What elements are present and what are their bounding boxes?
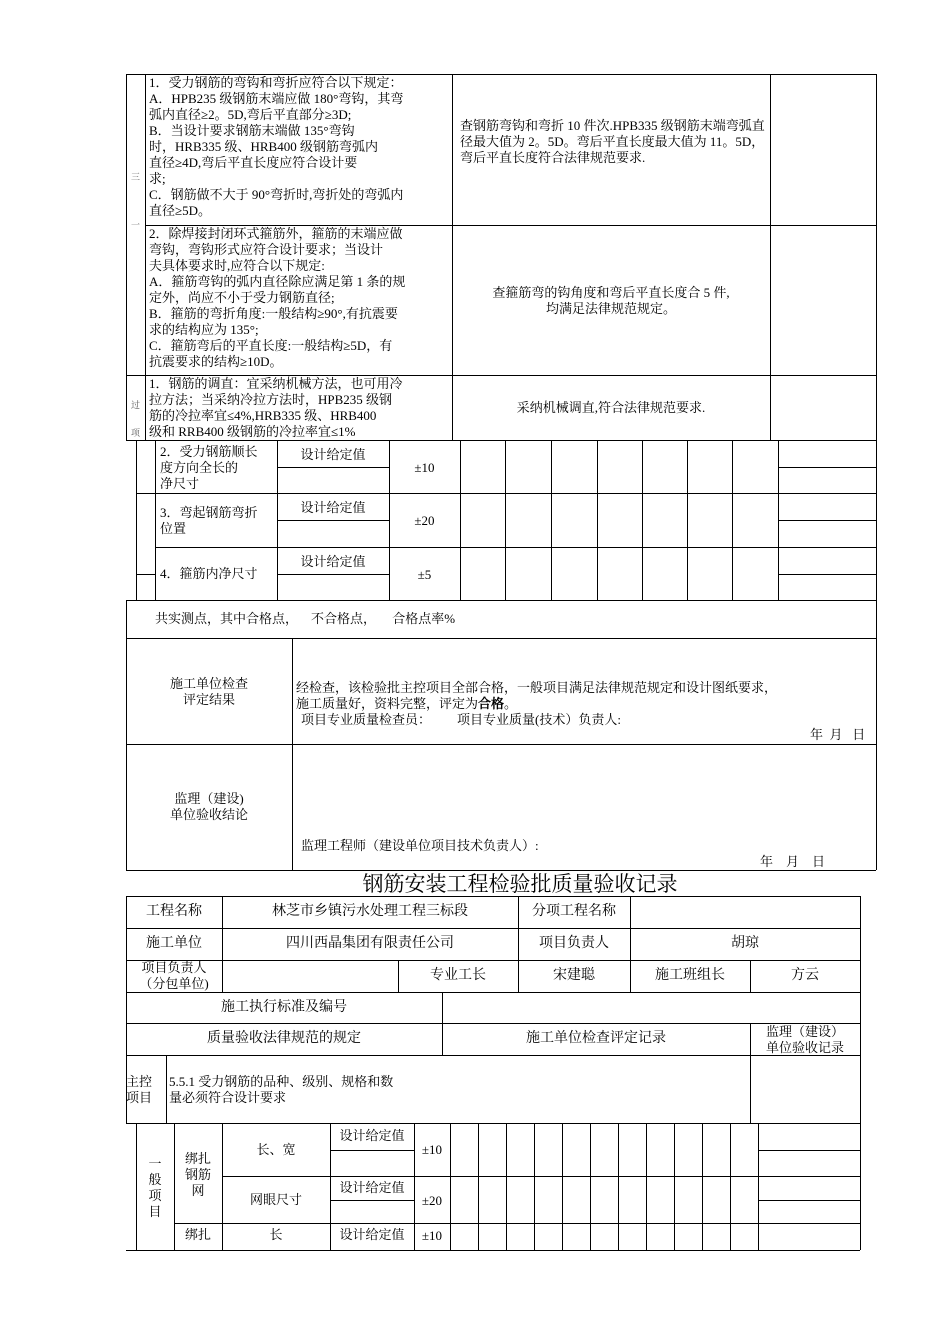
construction-period: 。	[504, 696, 518, 711]
side-mark: 过	[131, 400, 141, 410]
stats-line: 共实测点，其中合格点， 不合格点， 合格点率%	[155, 611, 456, 626]
rule-2-record	[452, 285, 770, 317]
label-char: 般	[148, 1172, 162, 1187]
tolerance-value: ±20	[421, 1193, 443, 1208]
rule-line: 筋的冷拉率宜≤4%,HRB335 级、HRB400	[149, 408, 377, 423]
mesh-label	[174, 1151, 222, 1199]
standard-label: 施工执行标准及编号	[221, 1000, 347, 1015]
item-line: 位置	[160, 521, 187, 536]
contractor: 四川西晶集团有限责任公司	[286, 936, 454, 951]
rule-line: 1．受力钢筋的弯钩和弯折应符合以下规定：	[149, 75, 403, 90]
rule-2-text	[149, 226, 405, 370]
tolerance-value: ±10	[421, 1228, 443, 1243]
team-label: 施工班组长	[655, 968, 725, 983]
tolerance-item: 4．箍筋内净尺寸	[160, 566, 258, 581]
rule-line: 拉方法；当采纳冷拉方法时，HPB235 级钢	[149, 392, 393, 407]
label-char: 一	[148, 1156, 162, 1171]
rule-line: 级和 RRB400 级钢筋的冷拉率宜≤1%	[149, 424, 356, 439]
date-1: 年 月 日	[810, 727, 866, 742]
construction-text-1: 经检查，该检验批主控项目全部合格，一般项目满足法律规范规定和设计图纸要求，	[296, 680, 778, 695]
design-value-label: 设计给定值	[339, 1227, 405, 1242]
label-line: 项目负责人	[141, 960, 207, 975]
item-length-width: 长、宽	[256, 1142, 296, 1157]
record-line: 查箍筋弯的钩角度和弯后平直长度合 5 件,	[492, 285, 730, 300]
label-line: 钢筋	[184, 1167, 211, 1182]
label-line: 主控	[125, 1074, 152, 1089]
label-line: 监理（建设）	[765, 1024, 844, 1039]
design-value-label: 设计给定值	[300, 554, 366, 569]
rule-line: 1．钢筋的调直：宜采纳机械方法，也可用冷	[149, 376, 403, 391]
contractor-label: 施工单位	[146, 936, 202, 951]
rule-line: 5.5.1 受力钢筋的品种、级别、规格和数	[169, 1074, 394, 1089]
tolerance-value: ±20	[414, 513, 435, 528]
project-name-label: 工程名称	[146, 904, 202, 919]
rule-line: 求的结构应为 135°;	[149, 322, 259, 337]
design-value-label: 设计给定值	[339, 1128, 405, 1143]
team: 方云	[791, 968, 819, 983]
rule-line: 量必须符合设计要求	[169, 1090, 287, 1105]
label-char: 目	[148, 1204, 162, 1219]
header-check: 施工单位检查评定记录	[526, 1031, 666, 1046]
construction-result: 合格	[478, 696, 505, 711]
manager-label: 项目负责人	[539, 936, 609, 951]
tolerance-item	[160, 505, 258, 537]
design-value-label: 设计给定值	[300, 447, 366, 462]
rule-line: 抗震要求的结构≥10D。	[149, 354, 283, 369]
label-line: 网	[191, 1183, 205, 1198]
header-supervision	[750, 1024, 860, 1056]
general-label	[136, 1156, 174, 1220]
project-name: 林芝市乡镇污水处理工程三标段	[272, 904, 468, 919]
rule-line: 直径≥5D。	[149, 203, 212, 218]
rule-line: 求;	[149, 171, 166, 186]
rule-line: 弧内直径≥2。5D,弯后平直部分≥3D;	[149, 107, 352, 122]
rule-line: 夫具体要求时,应符合以下规定:	[149, 258, 325, 273]
label-line: （分包单位)	[139, 976, 209, 991]
main-rule	[169, 1074, 393, 1106]
side-mark: 一	[131, 220, 141, 230]
construction-label	[126, 676, 292, 708]
label-line: 评定结果	[182, 692, 235, 707]
rule-line: A．箍筋弯钩的弧内直径除应满足第 1 条的规	[149, 274, 406, 289]
rule-1-record: 查钢筋弯钩和弯折 10 件次.HPB335 级钢筋末端弯弧直径最大值为 2。5D。弯后平直长度最大值为 11。5D，弯后平直长度符合法律规范要求.	[460, 118, 765, 165]
construction-text-2	[296, 696, 517, 712]
sub-manager-label	[126, 960, 222, 992]
tolerance-value: ±5	[417, 567, 432, 582]
header-spec: 质量验收法律规范的规定	[207, 1031, 361, 1046]
label-line: 项目	[125, 1090, 152, 1105]
label-line: 单位验收记录	[765, 1040, 844, 1055]
record-line: 均满足法律规范规定。	[545, 301, 676, 316]
rule-3-text	[149, 376, 403, 440]
side-mark: 项	[131, 428, 141, 438]
item-line: 3．弯起钢筋弯折	[160, 505, 258, 520]
manager: 胡琼	[731, 936, 759, 951]
rule-3-record: 采纳机械调直,符合法律规范要求.	[516, 400, 706, 415]
label-line: 施工单位检查	[169, 676, 248, 691]
rule-line: B．箍筋的弯折角度:一般结构≥90°,有抗震要	[149, 306, 398, 321]
rule-line: 弯钩，弯钩形式应符合设计要求；当设计	[149, 242, 384, 257]
rule-line: A．HPB235 级钢筋末端应做 180°弯钩，其弯	[149, 91, 404, 106]
sub-project-label: 分项工程名称	[532, 904, 616, 919]
main-control-label	[112, 1074, 166, 1106]
form-title: 钢筋安装工程检验批质量验收记录	[362, 872, 678, 896]
label-line: 单位验收结论	[169, 807, 248, 822]
rule-line: 直径≥4D,弯后平直长度应符合设计要	[149, 155, 358, 170]
design-value-label: 设计给定值	[339, 1180, 405, 1195]
foreman: 宋建聪	[553, 968, 595, 983]
label-line: 监理（建设)	[174, 791, 244, 806]
date-2: 年 月 日	[760, 854, 826, 869]
inspectors-line: 项目专业质量检查员： 项目专业质量(技术）负责人:	[301, 712, 621, 727]
supervisor-line: 监理工程师（建设单位项目技术负责人）:	[301, 838, 539, 853]
item-line: 度方向全长的	[160, 460, 239, 475]
rule-line: 定外，尚应不小于受力钢筋直径;	[149, 290, 335, 305]
tolerance-item	[160, 444, 258, 492]
rule-line: 2．除焊接封闭环式箍筋外，箍筋的末端应做	[149, 226, 403, 241]
foreman-label: 专业工长	[430, 968, 486, 983]
item-mesh-size: 网眼尺寸	[249, 1192, 302, 1207]
rule-line: B．当设计要求钢筋末端做 135°弯钩	[149, 123, 355, 138]
item-line: 2．受力钢筋顺长	[160, 444, 258, 459]
item-line: 净尺寸	[160, 476, 200, 491]
rule-1-text	[149, 75, 403, 219]
rule-line: C．箍筋弯后的平直长度:一般结构≥5D，有	[149, 338, 393, 353]
tolerance-value: ±10	[414, 460, 435, 475]
design-value-label: 设计给定值	[300, 500, 366, 515]
label-line: 绑扎	[184, 1151, 211, 1166]
construction-text: 施工质量好，资料完整，评定为	[296, 696, 479, 711]
supervision-label	[126, 791, 292, 823]
label-char: 项	[148, 1188, 162, 1203]
last-group-label: 绑扎	[184, 1227, 211, 1242]
item-length: 长	[269, 1227, 283, 1242]
tolerance-value: ±10	[421, 1142, 443, 1157]
rule-line: C．钢筋做不大于 90°弯折时,弯折处的弯弧内	[149, 187, 404, 202]
side-mark: 三	[131, 172, 141, 182]
rule-line: 时，HRB335 级、HRB400 级钢筋弯弧内	[149, 139, 378, 154]
